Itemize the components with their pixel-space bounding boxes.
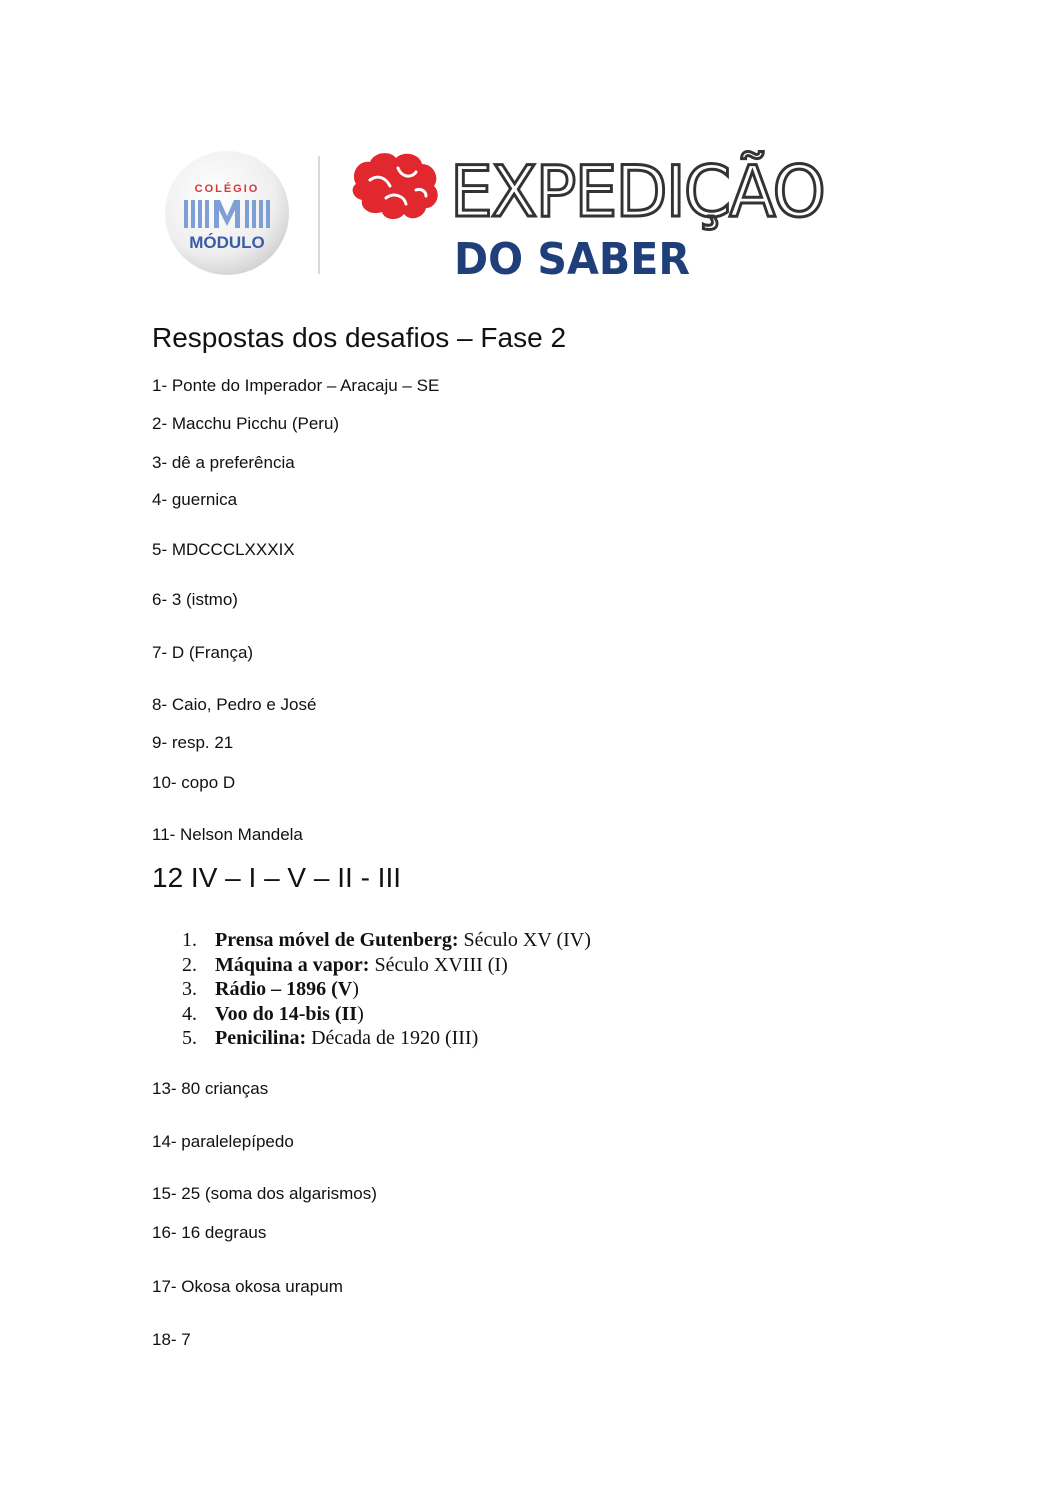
header-logos (160, 140, 840, 290)
logo-divider (318, 156, 320, 274)
answer-12-heading: 12 IV – I – V – II - III (152, 862, 402, 893)
answer-item: 7- D (França) (152, 643, 254, 662)
answer-item: 9- resp. 21 (152, 733, 234, 752)
list-item: 1. Prensa móvel de Gutenberg: Século XV (IV) (182, 929, 591, 951)
answer-item: 5- MDCCCLXXXIX (152, 540, 295, 559)
list-item: 3. Rádio – 1896 (V) (182, 978, 359, 1001)
answer-item: 4- guernica (152, 490, 238, 509)
answer-item: 10- copo D (152, 773, 236, 792)
list-item: 5. Penicilina: Década de 1920 (III) (182, 1027, 479, 1050)
expedicao-do-saber-logo (346, 144, 830, 284)
answer-item: 14- paralelepípedo (152, 1132, 294, 1151)
list-item: 2. Máquina a vapor: Século XVIII (I) (182, 953, 508, 976)
answer-item: 13- 80 crianças (152, 1079, 269, 1098)
answer-item: 18- 7 (152, 1330, 191, 1349)
answer-item: 3- dê a preferência (152, 453, 295, 472)
list-item: 4. Voo do 14-bis (II) (182, 1002, 364, 1025)
answer-item: 2- Macchu Picchu (Peru) (152, 414, 340, 433)
logo-bottom-text: MÓDULO (189, 233, 265, 252)
logo-line1: EXPEDIÇÃO (450, 151, 824, 233)
logo-top-text: COLÉGIO (194, 183, 260, 195)
answer-item: 8- Caio, Pedro e José (152, 695, 317, 714)
answer-item: 1- Ponte do Imperador – Aracaju – SE (152, 376, 440, 395)
answer-item: 16- 16 degraus (152, 1223, 267, 1242)
answer-item: 11- Nelson Mandela (152, 825, 303, 844)
answer-item: 17- Okosa okosa urapum (152, 1277, 343, 1296)
answer-12-list (182, 928, 591, 1051)
answer-item: 15- 25 (soma dos algarismos) (152, 1184, 377, 1203)
brain-icon (353, 153, 438, 219)
page-title: Respostas dos desafios – Fase 2 (152, 322, 567, 353)
logo-line2: DO SABER (454, 234, 690, 284)
answer-item: 6- 3 (istmo) (152, 590, 238, 609)
colegio-modulo-logo (164, 150, 290, 276)
